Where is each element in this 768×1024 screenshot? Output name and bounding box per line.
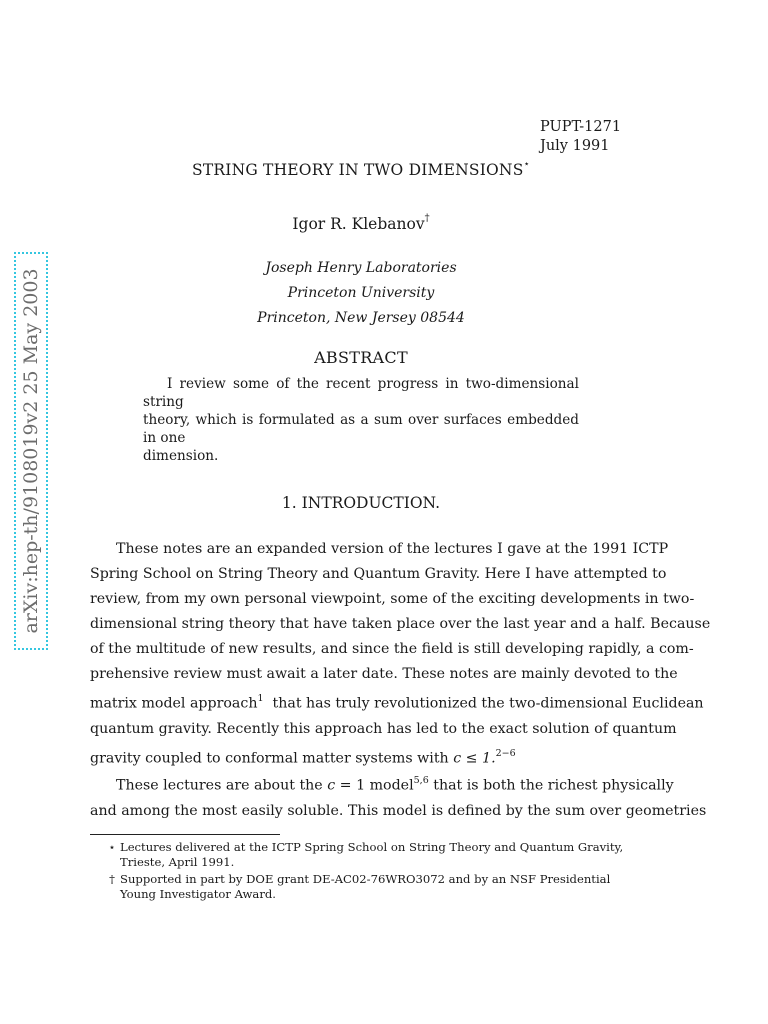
footnote-mark: ⋆ [108, 840, 116, 854]
math-inline: c [327, 777, 336, 794]
title-footnote-mark: ⋆ [523, 159, 530, 170]
footnote [106, 840, 634, 869]
preprint-number: PUPT-1271 [540, 119, 622, 135]
text-span: that is both the richest physically [428, 777, 674, 794]
reference-marker: 5,6 [413, 775, 429, 786]
text-span: gravity coupled to conformal matter systems with [90, 750, 454, 767]
text-span: = 1 model [335, 777, 414, 794]
arxiv-stamp-text: arXiv:hep-th/9108019v2 25 May 2003 [20, 268, 42, 634]
text-line: prehensive review must await a later date. These notes are mainly devoted to the [90, 666, 678, 682]
text-line [90, 742, 632, 772]
text-line: These notes are an expanded version of the lectures I gave at the 1991 ICTP [116, 541, 669, 557]
text-line: and among the most easily soluble. This model is defined by the sum over geometries [90, 802, 707, 819]
intro-paragraph-2 [90, 769, 707, 824]
affiliation-line: Princeton, New Jersey 08544 [257, 310, 465, 326]
reference-marker: 1 [257, 693, 264, 704]
abstract-heading: ABSTRACT [314, 348, 408, 367]
preprint-info [540, 118, 621, 156]
author [0, 215, 722, 233]
section-heading: 1. INTRODUCTION. [281, 494, 441, 512]
text-line: Spring School on String Theory and Quantum Gravity. Here I have attempted to [90, 566, 667, 582]
abstract-body [143, 375, 579, 465]
footnote-text: Lectures delivered at the ICTP Spring School on String Theory and Quantum Gravity, Trieste, April 1991. [120, 840, 624, 869]
text-line [90, 769, 674, 799]
text-line: review, from my own personal viewpoint, some of the exciting developments in two- [90, 591, 695, 607]
affiliation [0, 256, 722, 331]
text-line [90, 687, 704, 717]
text-span: matrix model approach [90, 695, 258, 712]
math-inline: c ≤ 1. [453, 750, 496, 767]
footnote-mark: † [109, 872, 115, 886]
text-span: These lectures are about the [116, 777, 328, 794]
reference-marker: 2−6 [495, 747, 516, 759]
text-span: that has truly revolutionized the two-dimensional Euclidean [272, 695, 704, 712]
text-line: of the multitude of new results, and since the field is still developing rapidly, a com- [90, 641, 694, 657]
intro-paragraph-1 [90, 537, 711, 771]
preprint-date: July 1991 [540, 138, 610, 154]
footnote-divider [90, 834, 280, 835]
footnote [106, 872, 634, 901]
text-line: dimensional string theory that have taken place over the last year and a half. Because [90, 616, 711, 632]
abstract-line: theory, which is formulated as a sum over surfaces embedded in one [143, 412, 579, 446]
affiliation-line: Princeton University [287, 285, 435, 301]
text-line: quantum gravity. Recently this approach has led to the exact solution of quantum [90, 720, 677, 737]
author-name: Igor R. Klebanov [292, 215, 425, 234]
abstract-line: dimension. [143, 448, 219, 464]
paper-title [0, 161, 722, 179]
title-text: STRING THEORY IN TWO DIMENSIONS [192, 161, 524, 180]
footnote-text: Supported in part by DOE grant DE-AC02-76WRO3072 and by an NSF Presidential Young Investigator Award. [120, 872, 611, 901]
abstract-line: I review some of the recent progress in two-dimensional string [143, 376, 579, 410]
affiliation-line: Joseph Henry Laboratories [265, 260, 457, 276]
author-footnote-mark: † [424, 213, 430, 224]
